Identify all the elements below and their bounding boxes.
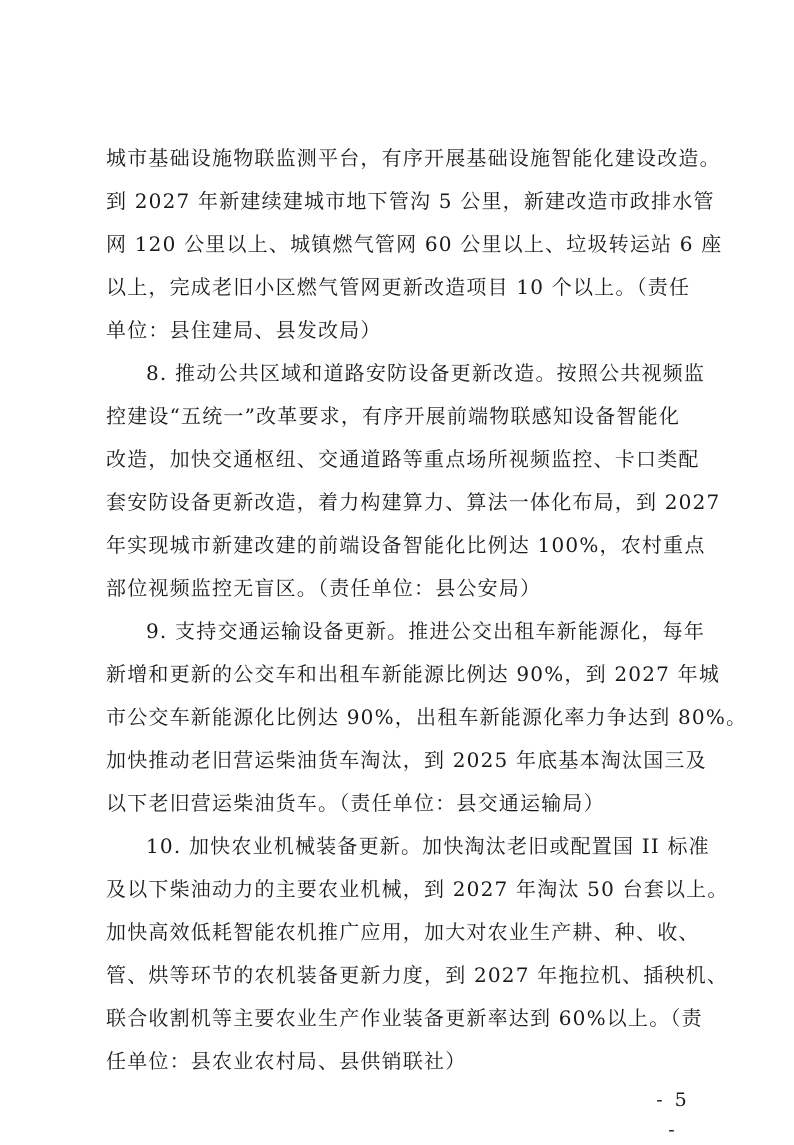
paragraph-line: 单位：县住建局、县发改局） <box>106 318 382 342</box>
paragraph-line: 年实现城市新建改建的前端设备智能化比例达 100%，农村重点 <box>106 533 706 557</box>
paragraph-line: 以上，完成老旧小区燃气管网更新改造项目 10 个以上。（责任 <box>106 275 691 299</box>
paragraph-line: 网 120 公里以上、城镇燃气管网 60 公里以上、垃圾转运站 6 座 <box>106 232 723 256</box>
paragraph-line: 部位视频监控无盲区。（责任单位：县公安局） <box>106 576 542 600</box>
paragraph-line: 改造，加快交通枢纽、交通道路等重点场所视频监控、卡口类配 <box>106 447 700 471</box>
paragraph-line: 联合收割机等主要农业生产作业装备更新率达到 60%以上。（责 <box>106 1006 703 1030</box>
paragraph-line: 任单位：县农业农村局、县供销联社） <box>106 1049 467 1073</box>
paragraph-line: 城市基础设施物联监测平台，有序开展基础设施智能化建设改造。 <box>106 146 721 170</box>
paragraph-line: 市公交车新能源化比例达 90%，出租车新能源化率力争达到 80%。 <box>106 705 748 729</box>
paragraph-line: 以下老旧营运柴油货车。（责任单位：县交通运输局） <box>106 791 605 815</box>
section-8-heading-line: 8. 推动公共区域和道路安防设备更新改造。按照公共视频监 <box>146 361 706 385</box>
paragraph-line: 套安防设备更新改造，着力构建算力、算法一体化布局，到 2027 <box>106 490 721 514</box>
paragraph-line: 新增和更新的公交车和出租车新能源比例达 90%，到 2027 年城 <box>106 662 721 686</box>
paragraph-line: 及以下柴油动力的主要农业机械，到 2027 年淘汰 50 台套以上。 <box>106 877 729 901</box>
paragraph-line: 加快推动老旧营运柴油货车淘汰，到 2025 年底基本淘汰国三及 <box>106 748 707 772</box>
paragraph-line: 加快高效低耗智能农机推广应用，加大对农业生产耕、种、收、 <box>106 920 700 944</box>
paragraph-line: 控建设“五统一”改革要求，有序开展前端物联感知设备智能化 <box>106 404 681 428</box>
page-number: - 5 - <box>656 1089 690 1141</box>
section-9-heading-line: 9. 支持交通运输设备更新。推进公交出租车新能源化，每年 <box>146 619 706 643</box>
section-10-heading-line: 10. 加快农业机械装备更新。加快淘汰老旧或配置国 II 标准 <box>146 834 710 858</box>
paragraph-line: 管、烘等环节的农机装备更新力度，到 2027 年拖拉机、插秧机、 <box>106 963 729 987</box>
paragraph-line: 到 2027 年新建续建城市地下管沟 5 公里，新建改造市政排水管 <box>106 189 715 213</box>
